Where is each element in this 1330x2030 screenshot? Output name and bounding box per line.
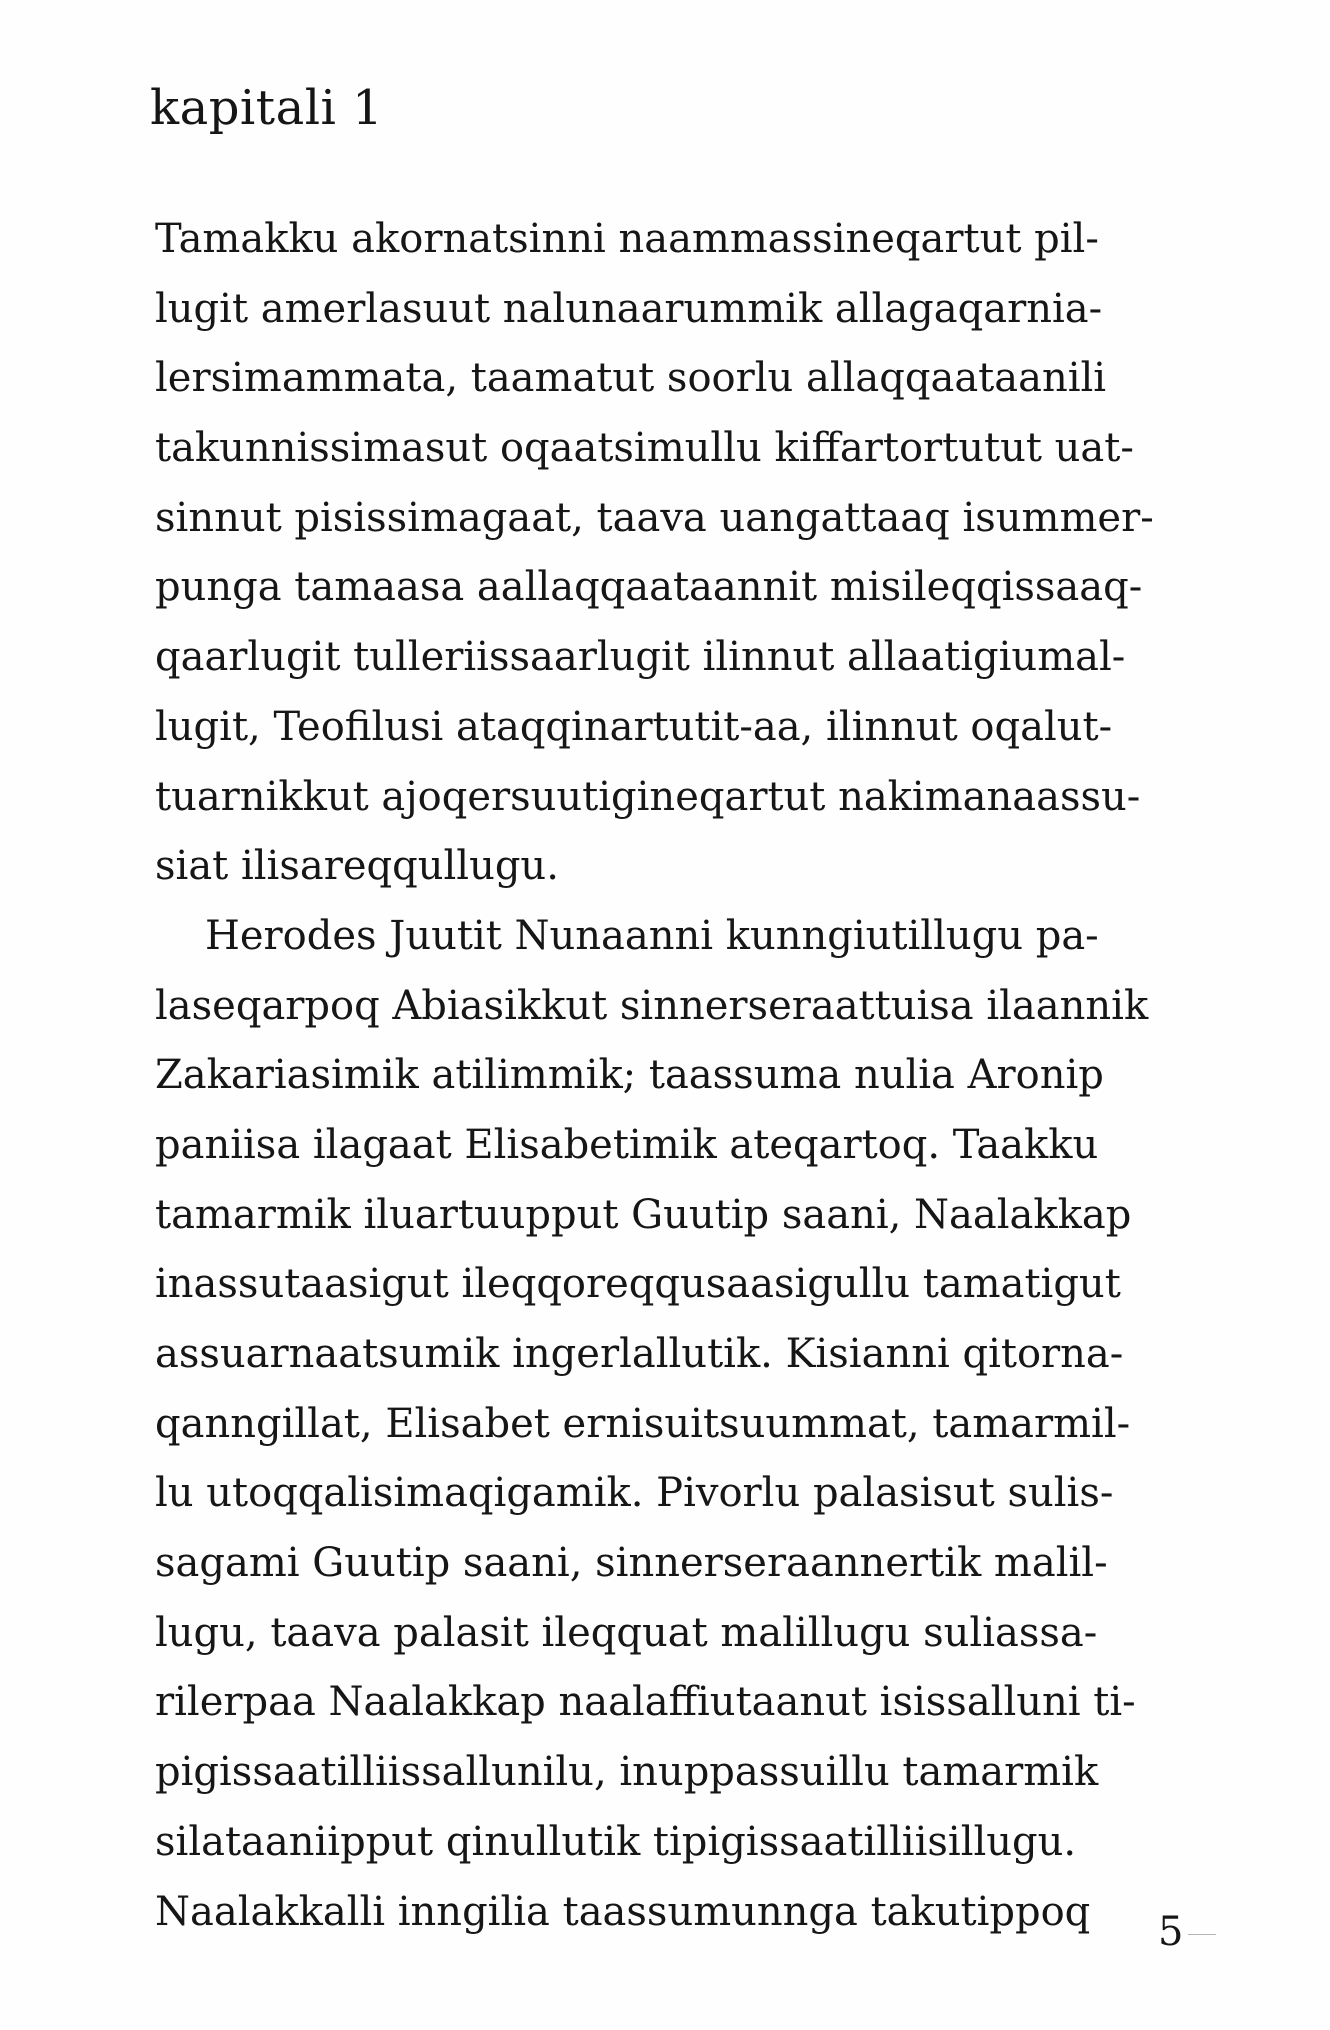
text-line: Herodes Juutit Nunaanni kunngiutillugu pa- bbox=[205, 912, 1099, 959]
text-line: lugit amerlasuut nalunaarummik allagaqarnia- bbox=[155, 285, 1103, 332]
text-line: tuarnikkut ajoqersuutigineqartut nakimanaassu- bbox=[155, 773, 1141, 820]
paragraph-1 bbox=[155, 205, 1185, 902]
text-line: pigissaatilliissallunilu, inuppassuillu tamarmik bbox=[155, 1749, 1099, 1796]
text-line: paniisa ilagaat Elisabetimik ateqartoq. Taakku bbox=[155, 1121, 1099, 1168]
text-line: lugit, Teofilusi ataqqinartutit-aa, ilinnut oqalut- bbox=[155, 703, 1113, 750]
text-line: lersimammata, taamatut soorlu allaqqaataanili bbox=[155, 355, 1107, 402]
text-line: punga tamaasa aallaqqaataannit misileqqissaaq- bbox=[155, 564, 1143, 611]
text-line: Tamakku akornatsinni naammassineqartut pil- bbox=[155, 216, 1099, 262]
text-line: assuarnaatsumik ingerlallutik. Kisianni qitorna- bbox=[155, 1331, 1124, 1377]
text-line: rilerpaa Naalakkap naalaffiutaanut isissalluni ti- bbox=[155, 1679, 1136, 1726]
text-line: lu utoqqalisimaqigamik. Pivorlu palasisut sulis- bbox=[155, 1470, 1114, 1517]
text-line: silataaniipput qinullutik tipigissaatilliisillugu. bbox=[155, 1818, 1077, 1865]
text-line: laseqarpoq Abiasikkut sinnerseraattuisa ilaannik bbox=[155, 982, 1149, 1029]
text-line: takunnissimasut oqaatsimullu kiffartortutut uat- bbox=[155, 425, 1134, 472]
text-line: qaarlugit tulleriissaarlugit ilinnut allaatigiumal- bbox=[155, 634, 1126, 681]
text-line: qanngillat, Elisabet ernisuitsuummat, tamarmil- bbox=[155, 1400, 1131, 1447]
text-line: lugu, taava palasit ileqquat malillugu suliassa- bbox=[155, 1609, 1098, 1656]
text-line: sagami Guutip saani, sinnerseraannertik malil- bbox=[155, 1540, 1108, 1587]
paragraph-2 bbox=[155, 902, 1185, 1947]
text-line: Zakariasimik atilimmik; taassuma nulia Aronip bbox=[155, 1052, 1104, 1099]
text-line: sinnut pisissimagaat, taava uangattaaq isummer- bbox=[155, 494, 1154, 541]
body-text bbox=[155, 205, 1185, 1947]
text-line: tamarmik iluartuupput Guutip saani, Naalakkap bbox=[155, 1191, 1132, 1238]
text-line: siat ilisareqqullugu. bbox=[155, 843, 559, 890]
text-line: Naalakkalli inngilia taassumunnga takutippoq bbox=[155, 1888, 1091, 1935]
page-number: 5 bbox=[1158, 1909, 1184, 1955]
page-number-rule bbox=[1188, 1934, 1216, 1935]
chapter-title: kapitali 1 bbox=[150, 80, 384, 136]
text-line: inassutaasigut ileqqoreqqusaasigullu tamatigut bbox=[155, 1261, 1121, 1308]
